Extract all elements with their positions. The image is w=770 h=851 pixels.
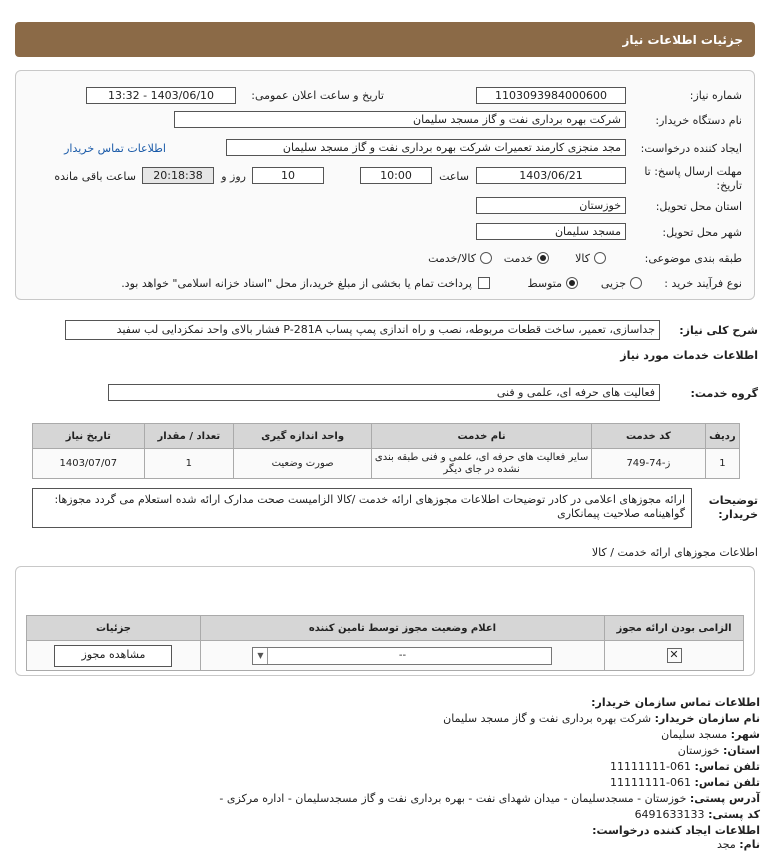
contact-postal-value: 6491633133 [634, 808, 705, 821]
category-label: طبقه بندی موضوعی: [644, 252, 742, 265]
creator-label: ایجاد کننده درخواست: [640, 142, 742, 155]
col-license-status: اعلام وضعیت مجوز توسط تامین کننده [200, 616, 604, 641]
announce-label: تاریخ و ساعت اعلان عمومی: [251, 89, 384, 102]
contact-org [443, 712, 760, 725]
deadline-label: مهلت ارسال پاسخ: تا تاریخ: [644, 165, 742, 192]
licenses-table [26, 615, 744, 671]
row-date: 1403/07/07 [33, 449, 145, 479]
remaining-label: ساعت باقی مانده [54, 170, 136, 183]
license-details-cell [27, 641, 201, 671]
contact-org-label: نام سازمان خریدار: [654, 712, 760, 725]
summary-field: جداسازی، تعمیر، ساخت قطعات مربوطه، نصب و راه اندازی پمپ پساب P-281A فشار بالای واحد نمکزدایی لب سفید [65, 320, 660, 340]
category-service-radio[interactable] [537, 252, 549, 264]
need-details-panel [15, 70, 755, 300]
col-name: نام خدمت [372, 424, 592, 449]
process-minor-radio[interactable] [630, 277, 642, 289]
province-field: خوزستان [476, 197, 626, 214]
category-service-label: خدمت [503, 252, 533, 265]
view-license-button[interactable]: مشاهده مجوز [54, 645, 172, 667]
process-label: نوع فرآیند خرید : [664, 277, 742, 290]
need-number-field: 1103093984000600 [476, 87, 626, 104]
services-title: اطلاعات خدمات مورد نیاز [620, 349, 758, 362]
buyer-label: نام دستگاه خریدار: [655, 114, 742, 127]
contact-fax-value: 061-11111111 [610, 776, 692, 789]
contact-address-value: خوزستان - مسجدسلیمان - میدان شهدای نفت - بهره برداری نفت و گاز مسجدسلیمان - اداره مرکزی - [219, 792, 687, 805]
licenses-title: اطلاعات مجوزهای ارائه خدمت / کالا [591, 546, 758, 559]
col-qty: تعداد / مقدار [144, 424, 233, 449]
service-group-field: فعالیت های حرفه ای، علمی و فنی [108, 384, 660, 401]
contact-phone-value: 061-11111111 [610, 760, 692, 773]
contact-city-value: مسجد سلیمان [661, 728, 728, 741]
contact-address [219, 792, 760, 805]
buyer-contact-link[interactable]: اطلاعات تماس خریدار [64, 142, 166, 155]
contact-fax-label: تلفن تماس: [694, 776, 760, 789]
city-field: مسجد سلیمان [476, 223, 626, 240]
category-goods-label: کالا [575, 252, 590, 265]
col-code: کد خدمت [591, 424, 705, 449]
license-status-value: -- [398, 649, 407, 661]
treasury-payment-checkbox[interactable] [478, 277, 490, 289]
contact-title: اطلاعات تماس سازمان خریدار: [591, 696, 760, 709]
days-label: روز و [221, 170, 246, 183]
buyer-notes-field: ارائه مجوزهای اعلامی در کادر توضیحات اطلاعات مجوزهای ارائه خدمت /کالا الزامیست صحت مدارک ارائه شده استعلام می گردد مجوزها: گواهینامه صلاحیت پیمانکاری [32, 488, 692, 528]
buyer-notes-label: توضیحات خریدار: [708, 494, 758, 521]
treasury-payment-note: پرداخت تمام یا بخشی از مبلغ خرید،از محل "اسناد خزانه اسلامی" خواهد بود. [121, 277, 472, 290]
dropdown-arrow-icon: ▼ [253, 648, 268, 664]
col-unit: واحد اندازه گیری [234, 424, 372, 449]
days-field: 10 [252, 167, 324, 184]
creator-name-value: مجد [716, 838, 736, 851]
col-license-details: جزئیات [27, 616, 201, 641]
contact-postal [635, 808, 760, 821]
col-index: ردیف [705, 424, 739, 449]
table-row [27, 641, 744, 671]
row-unit: صورت وضعیت [234, 449, 372, 479]
contact-province-label: استان: [723, 744, 760, 757]
contact-city [661, 728, 760, 741]
row-name: سایر فعالیت های حرفه ای، علمی و فنی طبقه بندی نشده در جای دیگر [372, 449, 592, 479]
contact-province-value: خوزستان [677, 744, 720, 757]
contact-phone-label: تلفن تماس: [694, 760, 760, 773]
creator-info-title: اطلاعات ایجاد کننده درخواست: [592, 824, 760, 837]
services-table [32, 423, 740, 479]
row-qty: 1 [144, 449, 233, 479]
row-code: ز-74-749 [591, 449, 705, 479]
service-group-label: گروه خدمت: [690, 387, 758, 400]
contact-fax [610, 776, 760, 789]
contact-postal-label: کد پستی: [708, 808, 760, 821]
deadline-time-field: 10:00 [360, 167, 432, 184]
license-status-cell [200, 641, 604, 671]
page-header [15, 22, 755, 57]
process-minor-label: جزیی [600, 277, 626, 290]
process-medium-label: متوسط [527, 277, 562, 290]
remaining-time-field: 20:18:38 [142, 167, 214, 184]
buyer-field: شرکت بهره برداری نفت و گاز مسجد سلیمان [174, 111, 626, 128]
deadline-time-label: ساعت [439, 170, 469, 183]
category-both-radio[interactable] [480, 252, 492, 264]
province-label: استان محل تحویل: [655, 200, 742, 213]
row-index: 1 [705, 449, 739, 479]
contact-province [678, 744, 760, 757]
creator-name-label: نام: [739, 838, 760, 851]
license-status-select[interactable] [252, 647, 552, 665]
creator-field: مجد منجزی کارمند تعمیرات شرکت بهره برداری نفت و گاز مسجد سلیمان [226, 139, 626, 156]
licenses-panel [15, 566, 755, 676]
contact-address-label: آدرس پستی: [689, 792, 760, 805]
city-label: شهر محل تحویل: [662, 226, 742, 239]
announce-field: 1403/06/10 - 13:32 [86, 87, 236, 104]
contact-phone [610, 760, 760, 773]
contact-city-label: شهر: [730, 728, 760, 741]
col-date: تاریخ نیاز [33, 424, 145, 449]
deadline-date-field: 1403/06/21 [476, 167, 626, 184]
need-number-label: شماره نیاز: [689, 89, 742, 102]
contact-org-value: شرکت بهره برداری نفت و گاز مسجد سلیمان [443, 712, 652, 725]
col-license-required: الزامی بودن ارائه مجوز [605, 616, 744, 641]
table-row [33, 449, 740, 479]
process-medium-radio[interactable] [566, 277, 578, 289]
summary-label: شرح کلی نیاز: [679, 324, 758, 337]
page-title: جزئیات اطلاعات نیاز [622, 32, 743, 47]
category-both-label: کالا/خدمت [428, 252, 476, 265]
category-goods-radio[interactable] [594, 252, 606, 264]
license-required-cell [605, 641, 744, 671]
disabled-checkbox-icon: ✕ [667, 648, 682, 663]
